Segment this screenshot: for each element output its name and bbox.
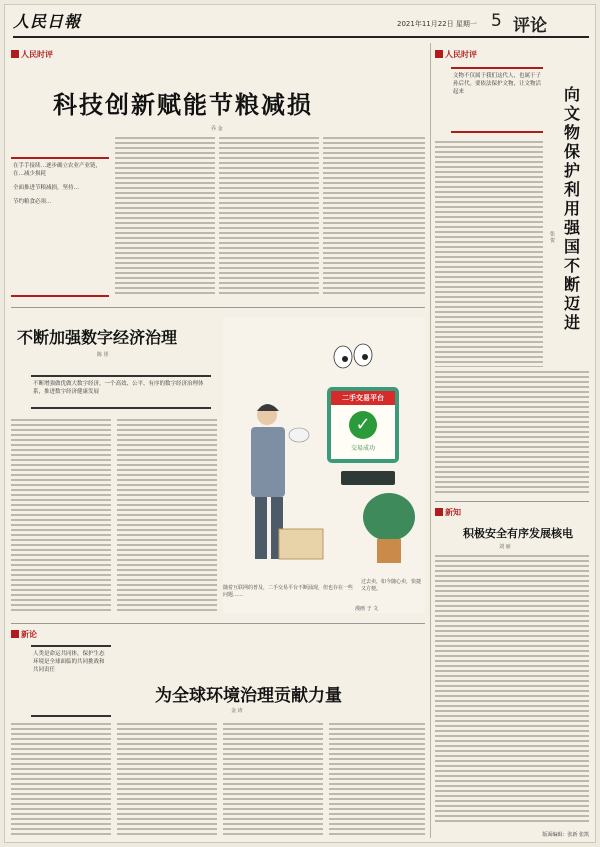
screen-status: 交易成功 xyxy=(350,445,375,452)
pull-quote-middle xyxy=(31,375,211,409)
column-label-top: 人民时评 xyxy=(11,49,53,60)
body-text-block xyxy=(117,723,217,835)
masthead xyxy=(13,9,589,35)
body-text-block xyxy=(223,723,323,835)
tissue-icon xyxy=(289,428,309,442)
label-marker-icon xyxy=(435,50,443,58)
pull-quote-paragraph: 节约粮食必须… xyxy=(13,199,52,205)
computer-monitor xyxy=(327,387,399,463)
pull-quote-paragraph: 人类是命运共同体，保护生态环境是全球面临的共同挑战和共同责任 xyxy=(33,651,105,673)
cardboard-box xyxy=(279,529,323,559)
flower-pot xyxy=(377,539,401,563)
label-marker-icon xyxy=(11,50,19,58)
plant-leaves xyxy=(363,493,415,541)
cartoon-caption: 随着互联网的普及，二手交易平台不断涌现，但也存在一些问题…… xyxy=(223,585,354,598)
pull-quote-paragraph: 全面推进节粮减损，坚持… xyxy=(13,185,80,191)
body-text-block xyxy=(115,137,215,297)
man-jacket xyxy=(251,427,285,497)
body-text-block xyxy=(219,137,319,297)
page-footer: 版面编辑：张新 张凯 xyxy=(542,832,589,838)
body-text-block xyxy=(435,141,543,367)
pull-quote-top xyxy=(11,157,109,297)
label-marker-icon xyxy=(11,630,19,638)
pull-quote-paragraph: 不断增强做优做大数字经济，一个高效、公平、有序的数字经济治理体系，推进数字经济健康发展 xyxy=(33,381,204,395)
cartoon-illustration xyxy=(223,317,425,613)
man-hair xyxy=(257,404,279,411)
cartoon-drawing xyxy=(223,317,425,613)
newspaper-logo: 人民日報 xyxy=(13,12,82,31)
label-marker-icon xyxy=(435,508,443,516)
screen-title: 二手交易平台 xyxy=(331,391,395,405)
body-text-block xyxy=(329,723,425,835)
body-text-block xyxy=(117,419,217,614)
pupil xyxy=(342,356,348,362)
pull-quote-paragraph: 在手手接续…逐步确立农业产业链，在…减少损耗 xyxy=(13,163,102,177)
issue-date: 2021年11月22日 星期一 xyxy=(397,20,477,28)
article-divider xyxy=(11,307,425,308)
byline-bottom: 金 涛 xyxy=(231,708,243,714)
body-text-block xyxy=(435,371,589,495)
cartoon-poem: 过去卖，如今随心卖，快捷又方便。 xyxy=(361,579,422,592)
byline-top: 乔 金 xyxy=(211,126,223,132)
keyboard-icon xyxy=(341,471,395,485)
column-label-right-2: 新知 xyxy=(435,507,461,518)
newspaper-page xyxy=(4,4,596,843)
masthead-rule xyxy=(13,36,589,38)
headline-bottom: 为全球环境治理贡献力量 xyxy=(155,686,342,706)
pull-quote-right xyxy=(451,67,543,133)
headline-top: 科技创新赋能节粮减损 xyxy=(53,90,313,119)
column-label-right: 人民时评 xyxy=(435,49,477,60)
column-divider xyxy=(430,43,431,838)
pull-quote-bottom xyxy=(31,645,111,717)
body-text-block xyxy=(323,137,425,297)
headline-right-vertical: 向文物保护利用强国不断迈进 xyxy=(563,85,580,332)
byline-right: 张 贺 xyxy=(549,231,555,243)
section-name: 评论 xyxy=(513,16,547,36)
article-divider xyxy=(11,623,425,624)
column-label-bottom: 新论 xyxy=(11,629,37,640)
byline-right-2: 刘 丽 xyxy=(499,544,511,550)
man-leg xyxy=(255,497,267,559)
body-text-block xyxy=(11,723,111,835)
page-number: 5 xyxy=(491,11,502,31)
cartoon-credit: 漫画 于 文 xyxy=(355,606,379,612)
checkmark-icon: ✓ xyxy=(349,411,377,439)
headline-middle: 不断加强数字经济治理 xyxy=(17,328,178,347)
byline-middle: 陈 彤 xyxy=(97,352,109,358)
pull-quote-paragraph: 文物不仅属于我们这代人，也属于子孙后代。要依法保护文物，让文物活起来 xyxy=(453,73,542,95)
monitor-screen xyxy=(331,391,395,459)
pupil xyxy=(362,354,368,360)
headline-right-2: 积极安全有序发展核电 xyxy=(463,527,573,540)
body-text-block xyxy=(435,555,589,823)
article-divider xyxy=(435,501,589,502)
body-text-block xyxy=(11,419,111,614)
